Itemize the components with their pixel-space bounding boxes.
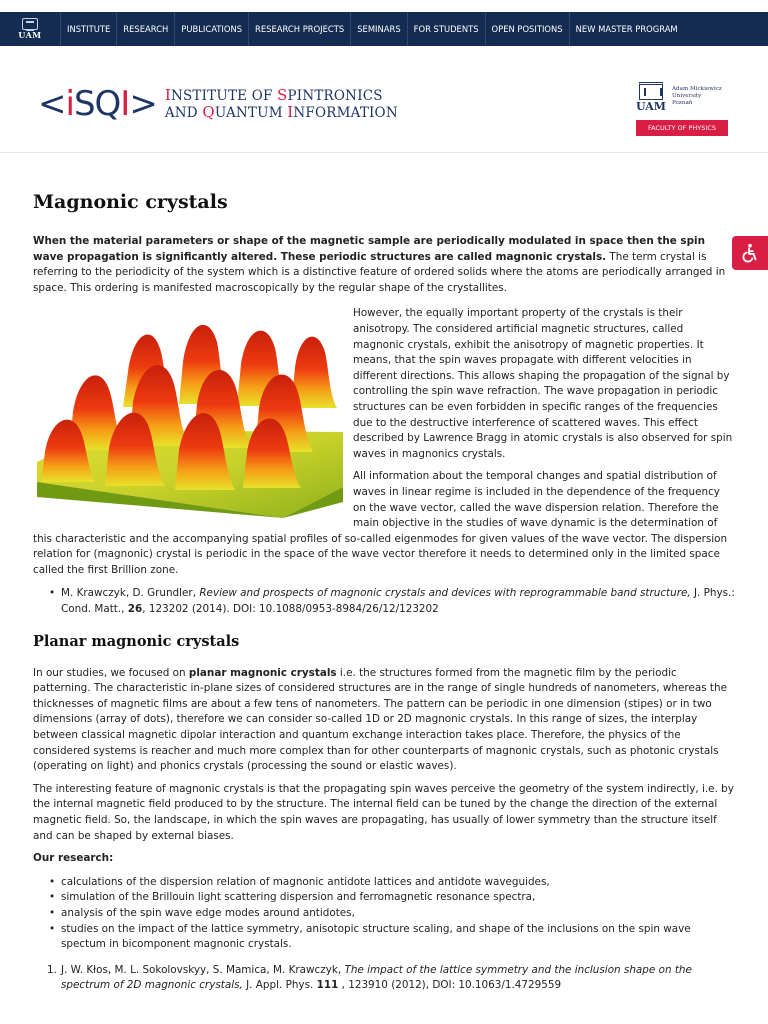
nav-open-positions[interactable]: OPEN POSITIONS: [485, 12, 569, 46]
nav-institute[interactable]: INSTITUTE: [60, 12, 116, 46]
top-navbar: [0, 12, 768, 46]
research-list: [33, 875, 736, 953]
institute-name: INSTITUTE OF SPINTRONICS AND QUANTUM INFORMATION: [164, 86, 398, 121]
wheelchair-icon: [739, 242, 761, 264]
main-nav: [60, 12, 684, 46]
university-name: Adam Mickiewicz University Poznań: [672, 86, 722, 106]
nav-for-students[interactable]: FOR STUDENTS: [407, 12, 485, 46]
reference-list: [33, 586, 736, 617]
intro-paragraph: When the material parameters or shape of the magnetic sample are periodically modulated in space then the spin wave propagation is significantly altered. These periodic structures are called magnonic crystals. The term crystal is referring to the periodicity of the system which is a distinctive feature of ordered solids where the atoms are periodically arranged in space. This ordering is manifested macroscopically by the regular shape of the crystallites.: [33, 235, 726, 294]
list-item: • studies on the impact of the lattice symmetry, anisotopic structure scaling, and shape of the inclusions on the spin wave spectum in bicomponent magnonic crystals.: [33, 922, 736, 953]
uam-logo-text: UAM: [18, 30, 42, 40]
university-crest-icon: UAM: [636, 82, 666, 116]
nav-research[interactable]: RESEARCH: [116, 12, 174, 46]
anisotropy-paragraph: However, the equally important property of the crystals is their anisotropy. The considered artificial magnetic structures, called magnonic crystals, exhibit the anisotropy of magnetic properties. It means, that the spin waves propagate with different velocities in different directions. This allows shaping the propagation of the signal by controlling the spin wave refraction. The wave propagation in periodic structures can be even forbidden in specific ranges of the frequencies due to the destructive interference of scattered waves. This effect described by Lawrence Bragg in atomic crystals is also observed for spin waves in magnonics crystals.: [353, 307, 733, 460]
header-divider: [0, 152, 768, 153]
nav-publications[interactable]: PUBLICATIONS: [174, 12, 248, 46]
section-title-planar: Planar magnonic crystals: [33, 632, 240, 650]
main-content: [33, 190, 736, 994]
list-item: • calculations of the dispersion relation of magnonic antidote lattices and antidote waveguides,: [33, 875, 736, 891]
accessibility-button[interactable]: [732, 236, 768, 270]
nav-seminars[interactable]: SEMINARS: [350, 12, 406, 46]
university-crest-icon: [22, 18, 38, 30]
numbered-reference-list: [33, 963, 736, 994]
reference-item: 1. J. W. Kłos, M. L. Sokolovskyy, S. Mamica, M. Krawczyk, The impact of the lattice symmetry and the inclusion shape on the spectrum of 2D magnonic crystals, J. Appl. Phys. 111 , 123910 (2012), DOI: 10.1063/1.4729559: [47, 963, 692, 992]
list-item: • simulation of the Brillouin light scattering dispersion and ferromagnetic resonance spectra,: [33, 890, 736, 906]
faculty-of-physics-badge[interactable]: FACULTY OF PHYSICS: [636, 120, 728, 136]
internal-field-paragraph: The interesting feature of magnonic crystals is that the propagating spin waves perceive the geometry of the system indirectly, i.e. by the internal magnetic field produced to by the structure. The internal field can be tuned by the change the direction of the external magnetic field. So, the landscape, in which the spin waves are propagating, has usually of lower symmetry than the structure itself and can be shaped by external biases.: [33, 782, 734, 842]
research-heading: Our research:: [33, 852, 114, 865]
magnonic-crystal-figure: [33, 312, 343, 518]
site-header: [0, 78, 768, 148]
page-title: Magnonic crystals: [33, 191, 228, 213]
dispersion-paragraph: All information about the temporal changes and spatial distribution of waves in linear regime is included in the dependence of the frequency on the wave vector, called the wave dispersion relation. Therefore the main objective in the studies of wave dynamic is the determination of this characteristic and the accompanying spatial profiles of so-called eigenmodes for given values of the wave vector. The dispersion relation for (magnonic) crystal is periodic in the space of the wave vector therefore it needs to determined only in the limited space called the first Brillion zone.: [33, 470, 728, 576]
nav-new-master-program[interactable]: NEW MASTER PROGRAM: [569, 12, 684, 46]
isqi-logo-mark: <iSQI>: [38, 84, 157, 124]
planar-paragraph: In our studies, we focused on planar magnonic crystals i.e. the structures formed from the magnetic film by the periodic patterning. The characteristic in-plane sizes of considered structures are in the range of single hundreds of nanometers, whereas the thicknesses of magnetic films are about a few tens of nanometers. The pattern can be periodic in one dimension (stipes) or in two dimensions (array of dots), therefore we can consider so-called 1D or 2D magnonic crystals. In this range of sizes, the interplay between classical magnetic dipolar interaction and quantum exchange interaction takes place. Therefore, the physics of the considered systems is reacher and much more complex than for other counterparts of magnonic crystals, such as photonic crystals (operating on light) and phonics crystals (processing the sound or elastic waves).: [33, 666, 727, 773]
list-item: • analysis of the spin wave edge modes around antidotes,: [33, 906, 736, 922]
nav-research-projects[interactable]: RESEARCH PROJECTS: [248, 12, 350, 46]
isqi-logo[interactable]: [38, 86, 398, 122]
uam-home-logo[interactable]: [0, 12, 60, 46]
reference-item: • M. Krawczyk, D. Grundler, Review and prospects of magnonic crystals and devices with reprogrammable band structure, J. Phys.: Cond. Matt., 26, 123202 (2014). DOI: 10.1088/0953-8984/26/12/123202: [33, 586, 736, 617]
university-logo-block[interactable]: [636, 82, 736, 136]
